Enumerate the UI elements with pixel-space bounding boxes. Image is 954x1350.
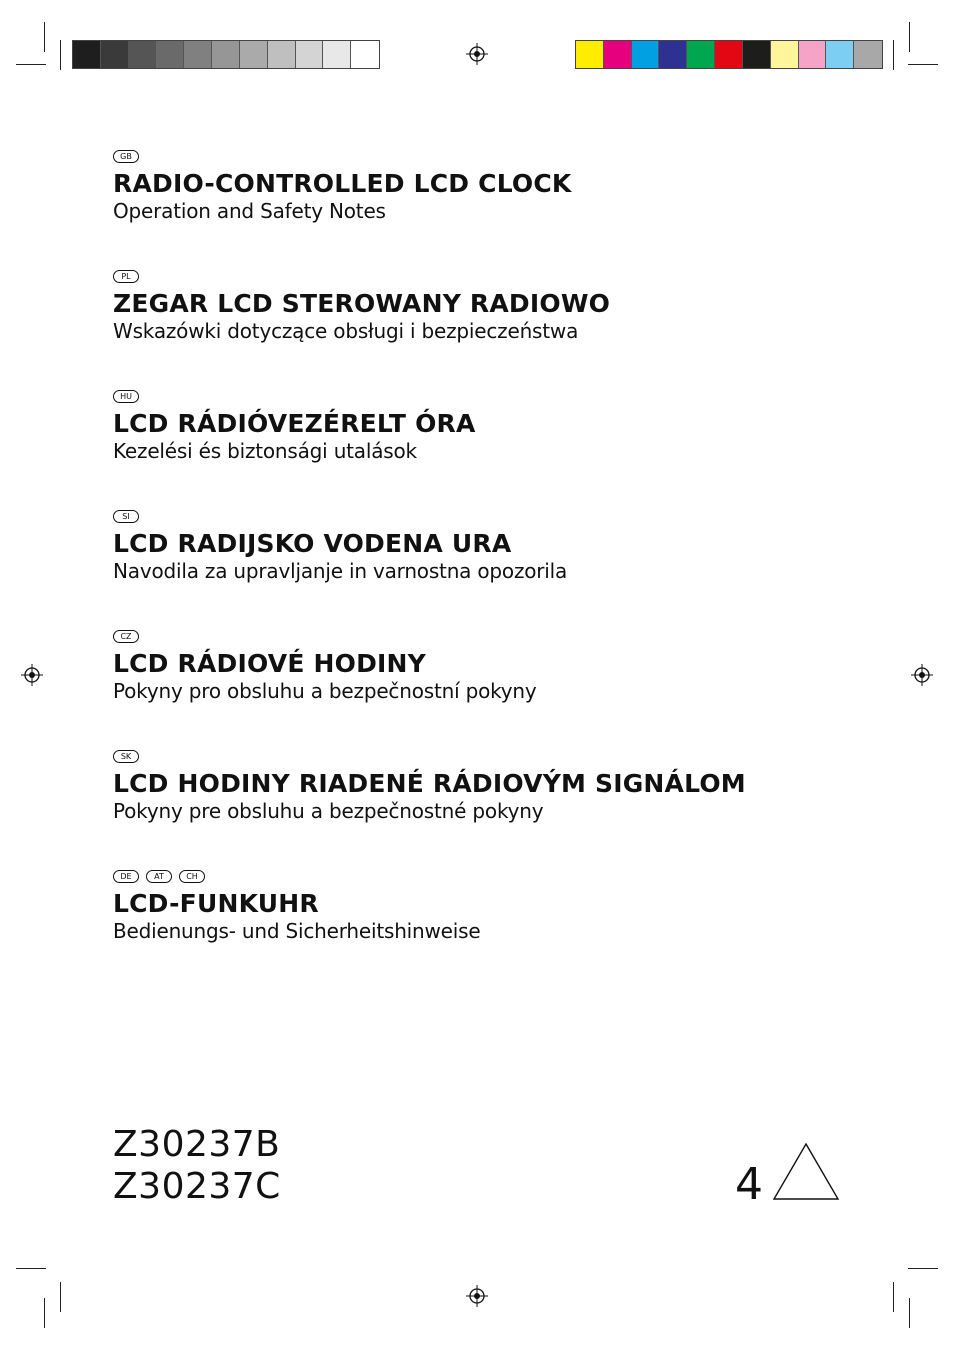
registration-mark-icon	[466, 43, 488, 65]
language-section-gb	[113, 150, 873, 223]
country-badges	[113, 630, 873, 646]
color-swatch	[323, 41, 351, 68]
section-subtitle: Operation and Safety Notes	[113, 199, 386, 223]
section-title: LCD RADIJSKO VODENA URA	[113, 529, 512, 558]
language-section-de	[113, 870, 873, 943]
color-swatch	[659, 41, 687, 68]
country-badge: PL	[113, 270, 139, 283]
country-badges	[113, 510, 873, 526]
color-swatch	[576, 41, 604, 68]
section-title: LCD HODINY RIADENÉ RÁDIOVÝM SIGNÁLOM	[113, 769, 746, 798]
color-swatch	[240, 41, 268, 68]
country-badges	[113, 390, 873, 406]
color-bar	[575, 40, 883, 69]
registration-mark-icon	[466, 1285, 488, 1307]
country-badge: CZ	[113, 630, 139, 643]
country-badges	[113, 750, 873, 766]
model-number: Z30237C	[113, 1166, 281, 1207]
section-title: ZEGAR LCD STEROWANY RADIOWO	[113, 289, 611, 318]
color-swatch	[296, 41, 324, 68]
color-swatch	[854, 41, 882, 68]
section-title: LCD RÁDIOVÉ HODINY	[113, 649, 426, 678]
color-swatch	[743, 41, 771, 68]
section-subtitle: Bedienungs- und Sicherheitshinweise	[113, 919, 481, 943]
color-swatch	[156, 41, 184, 68]
color-swatch	[632, 41, 660, 68]
color-swatch	[129, 41, 157, 68]
country-badge: AT	[146, 870, 172, 883]
country-badges	[113, 270, 873, 286]
color-swatch	[73, 41, 101, 68]
registration-mark-icon	[21, 664, 43, 686]
country-badge: CH	[179, 870, 205, 883]
section-title: LCD-FUNKUHR	[113, 889, 319, 918]
color-swatch	[771, 41, 799, 68]
language-section-pl	[113, 270, 873, 343]
color-swatch	[184, 41, 212, 68]
country-badge: DE	[113, 870, 139, 883]
color-swatch	[799, 41, 827, 68]
section-subtitle: Pokyny pre obsluhu a bezpečnostné pokyny	[113, 799, 544, 823]
section-subtitle: Kezelési és biztonsági utalások	[113, 439, 417, 463]
color-swatch	[826, 41, 854, 68]
triangle-icon	[772, 1142, 840, 1202]
language-section-sk	[113, 750, 873, 823]
model-numbers	[113, 1124, 281, 1208]
color-swatch	[268, 41, 296, 68]
section-title: RADIO-CONTROLLED LCD CLOCK	[113, 169, 572, 198]
color-swatch	[351, 41, 379, 68]
country-badges	[113, 870, 873, 886]
country-badge: SI	[113, 510, 139, 523]
color-swatch	[212, 41, 240, 68]
color-swatch	[604, 41, 632, 68]
language-section-cz	[113, 630, 873, 703]
registration-mark-icon	[911, 664, 933, 686]
country-badge: GB	[113, 150, 139, 163]
model-number: Z30237B	[113, 1124, 281, 1165]
color-swatch	[687, 41, 715, 68]
country-badge: HU	[113, 390, 139, 403]
page-number: 4	[735, 1159, 763, 1210]
section-subtitle: Wskazówki dotyczące obsługi i bezpieczeństwa	[113, 319, 579, 343]
grayscale-bar	[72, 40, 380, 69]
section-subtitle: Navodila za upravljanje in varnostna opozorila	[113, 559, 568, 583]
section-title: LCD RÁDIÓVEZÉRELT ÓRA	[113, 409, 476, 438]
country-badges	[113, 150, 873, 166]
language-section-si	[113, 510, 873, 583]
color-swatch	[715, 41, 743, 68]
language-section-hu	[113, 390, 873, 463]
color-swatch	[101, 41, 129, 68]
country-badge: SK	[113, 750, 139, 763]
section-subtitle: Pokyny pro obsluhu a bezpečnostní pokyny	[113, 679, 537, 703]
